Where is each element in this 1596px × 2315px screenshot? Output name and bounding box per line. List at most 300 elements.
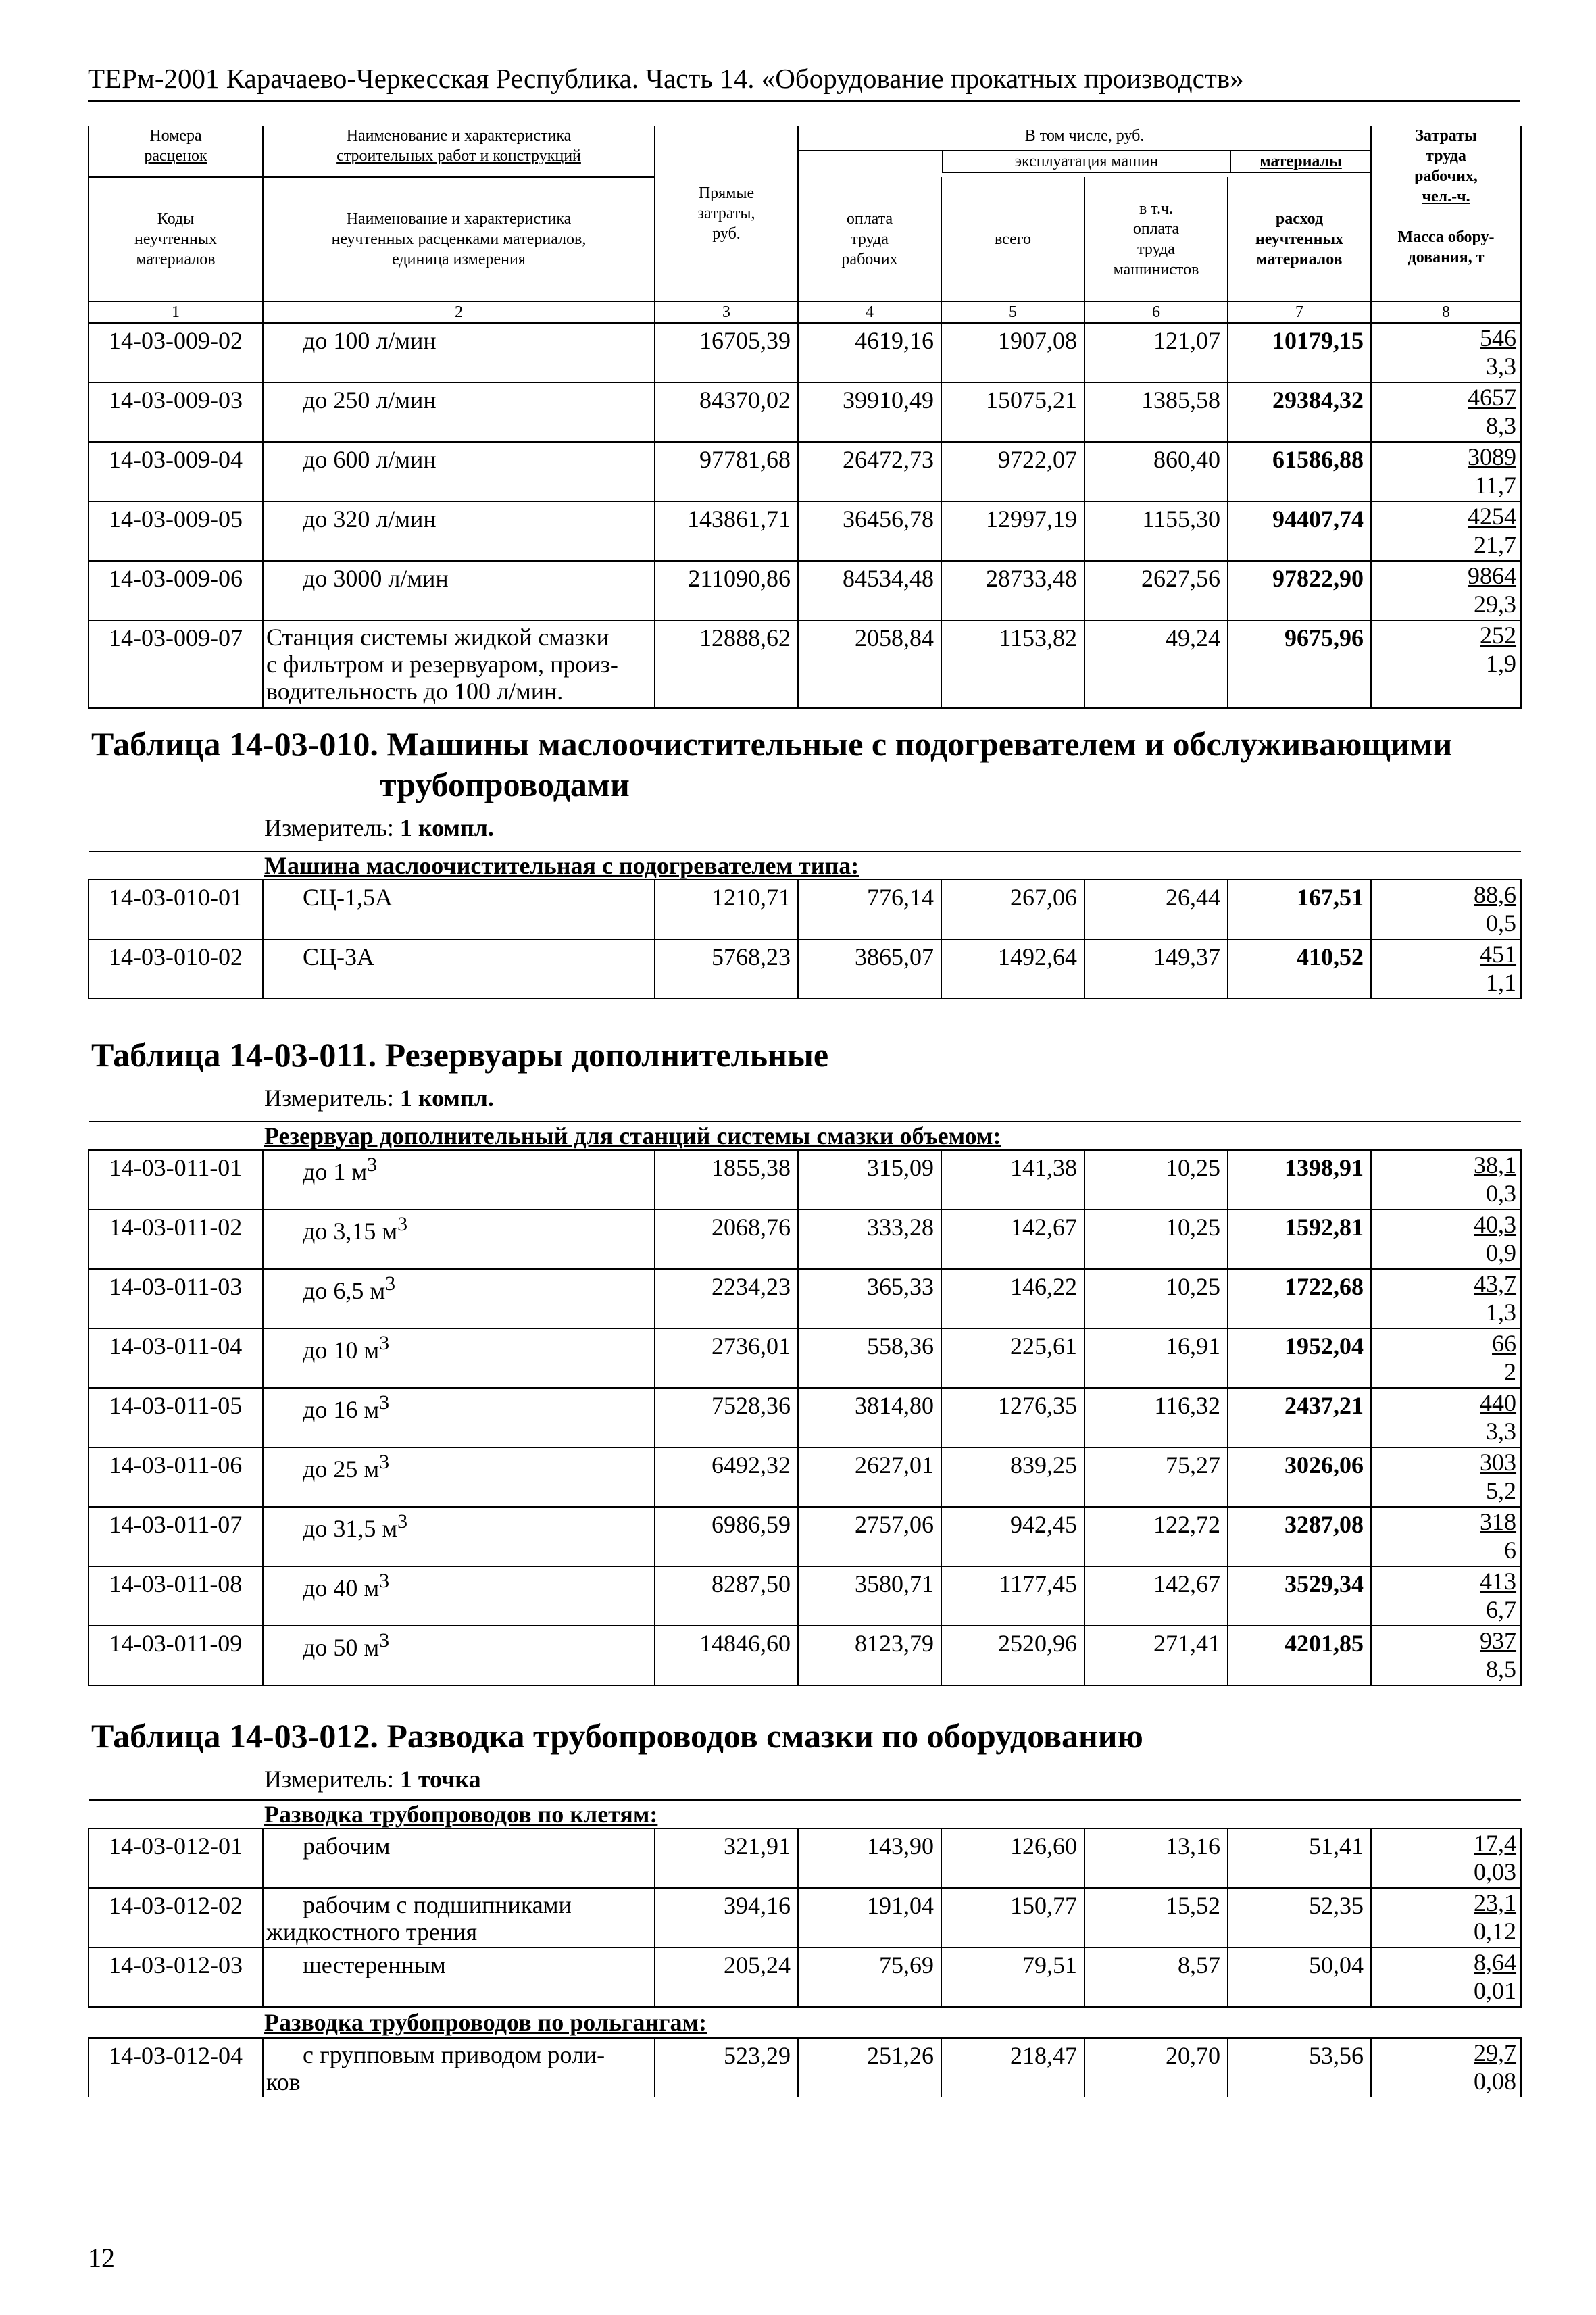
machinists-pay: 75,27 xyxy=(1084,1447,1228,1507)
rate-code: 14-03-009-05 xyxy=(89,501,263,561)
labor-value: 88,6 xyxy=(1474,881,1517,908)
labor-value: 440 xyxy=(1480,1389,1517,1416)
worker-pay: 191,04 xyxy=(798,1888,941,1947)
subsection-text: Разводка трубопроводов по рольгангам: xyxy=(264,2009,707,2036)
labor-mass xyxy=(1371,382,1521,442)
labor-mass xyxy=(1371,2038,1521,2097)
direct-costs: 143861,71 xyxy=(655,501,798,561)
table-row xyxy=(89,1566,1521,1626)
rate-name xyxy=(263,1328,655,1388)
table-row xyxy=(89,1507,1521,1566)
worker-pay: 776,14 xyxy=(798,880,941,939)
col-massa-2: дования, т xyxy=(1407,249,1485,266)
subsection-title xyxy=(89,2007,1521,2038)
col-vsego: всего xyxy=(941,177,1084,301)
rate-name xyxy=(263,1269,655,1328)
machinists-pay: 860,40 xyxy=(1084,442,1228,501)
measure-label: Измеритель: xyxy=(264,1766,394,1793)
machinists-pay: 13,16 xyxy=(1084,1828,1228,1888)
machines-total: 839,25 xyxy=(941,1447,1084,1507)
col-oplata-3: рабочих xyxy=(841,250,898,268)
direct-costs: 7528,36 xyxy=(655,1388,798,1447)
col-vtch-1: в т.ч. xyxy=(1139,199,1174,218)
col-kody-2: неучтенных xyxy=(134,230,217,248)
worker-pay: 39910,49 xyxy=(798,382,941,442)
rate-name xyxy=(263,1447,655,1507)
table-row xyxy=(89,501,1521,561)
labor-mass xyxy=(1371,1328,1521,1388)
worker-pay: 315,09 xyxy=(798,1150,941,1210)
col-num: 7 xyxy=(1228,301,1371,323)
col-kody-3: материалов xyxy=(136,251,216,268)
direct-costs: 6492,32 xyxy=(655,1447,798,1507)
machines-total: 146,22 xyxy=(941,1269,1084,1328)
measure-label: Измеритель: xyxy=(264,1085,394,1112)
mass-value: 6,7 xyxy=(1486,1596,1517,1623)
rate-name: до 600 л/мин xyxy=(263,442,655,501)
rate-name xyxy=(263,2038,655,2097)
labor-mass xyxy=(1371,1269,1521,1328)
col-zatraty-4: чел.-ч. xyxy=(1422,188,1470,205)
rate-name-text: до 16 м xyxy=(303,1396,380,1423)
labor-mass xyxy=(1371,1626,1521,1685)
measure-unit xyxy=(89,1756,1521,1800)
mass-value: 0,3 xyxy=(1486,1180,1517,1207)
mass-value: 0,08 xyxy=(1474,2068,1517,2095)
col-nomera-bottom: расценок xyxy=(144,147,207,165)
labor-mass xyxy=(1371,561,1521,620)
machinists-pay: 1385,58 xyxy=(1084,382,1228,442)
materials: 29384,32 xyxy=(1228,382,1371,442)
col-v-tom: В том числе, руб. xyxy=(799,126,1370,151)
rate-name-line: рабочим с подшипниками xyxy=(303,1891,572,1918)
subsection-text: Машина маслоочистительная с подогревателем типа: xyxy=(264,852,859,879)
col-pryamye xyxy=(655,126,798,301)
materials: 51,41 xyxy=(1228,1828,1371,1888)
labor-mass xyxy=(1371,880,1521,939)
labor-mass xyxy=(1371,620,1521,708)
table-row xyxy=(89,1388,1521,1447)
col-naim-top2: строительных работ и конструкций xyxy=(336,147,581,165)
col-num: 8 xyxy=(1371,301,1521,323)
labor-value: 252 xyxy=(1480,622,1517,649)
labor-value: 413 xyxy=(1480,1568,1517,1595)
labor-value: 4254 xyxy=(1468,503,1517,530)
materials: 1398,91 xyxy=(1228,1150,1371,1210)
col-num: 2 xyxy=(263,301,655,323)
superscript-3: 3 xyxy=(367,1153,378,1176)
table-row xyxy=(89,442,1521,501)
col-vtch-4: машинистов xyxy=(1113,260,1199,278)
rate-code: 14-03-011-03 xyxy=(89,1269,263,1328)
labor-mass xyxy=(1371,1447,1521,1507)
col-pryamye-3: руб. xyxy=(712,224,741,243)
labor-mass xyxy=(1371,1947,1521,2007)
measure-label: Измеритель: xyxy=(264,814,394,841)
col-nomera-top: Номера xyxy=(149,127,202,145)
mass-value: 8,3 xyxy=(1486,412,1517,439)
rate-code: 14-03-011-05 xyxy=(89,1388,263,1447)
machines-total: 1907,08 xyxy=(941,323,1084,382)
labor-mass xyxy=(1371,939,1521,999)
rate-name-text: до 3,15 м xyxy=(303,1218,398,1245)
col-zatraty-1: Затраты xyxy=(1415,127,1477,145)
worker-pay: 3814,80 xyxy=(798,1388,941,1447)
materials: 97822,90 xyxy=(1228,561,1371,620)
col-oplata xyxy=(798,177,941,301)
labor-value: 66 xyxy=(1492,1330,1517,1357)
table-row xyxy=(89,1947,1521,2007)
materials: 94407,74 xyxy=(1228,501,1371,561)
table-row xyxy=(89,382,1521,442)
direct-costs: 97781,68 xyxy=(655,442,798,501)
direct-costs: 211090,86 xyxy=(655,561,798,620)
page-header: ТЕРм-2001 Карачаево-Черкесская Республика. Часть 14. «Оборудование прокатных производств» xyxy=(88,63,1244,94)
col-vtch-2: оплата xyxy=(1132,220,1180,238)
table-row xyxy=(89,2038,1521,2097)
rate-name-text: до 50 м xyxy=(303,1634,380,1661)
labor-mass xyxy=(1371,323,1521,382)
machinists-pay: 116,32 xyxy=(1084,1388,1228,1447)
materials: 1722,68 xyxy=(1228,1269,1371,1328)
mass-value: 3,3 xyxy=(1486,353,1517,380)
rate-code: 14-03-012-04 xyxy=(89,2038,263,2097)
mass-value: 0,12 xyxy=(1474,1918,1517,1945)
materials: 1952,04 xyxy=(1228,1328,1371,1388)
rate-code: 14-03-012-01 xyxy=(89,1828,263,1888)
machinists-pay: 20,70 xyxy=(1084,2038,1228,2097)
rate-name: СЦ-1,5А xyxy=(263,880,655,939)
col-num: 6 xyxy=(1084,301,1228,323)
labor-mass xyxy=(1371,1888,1521,1947)
machines-total: 9722,07 xyxy=(941,442,1084,501)
worker-pay: 2058,84 xyxy=(798,620,941,708)
rate-name-line: жидкостного трения xyxy=(266,1918,478,1945)
labor-mass xyxy=(1371,501,1521,561)
materials: 4201,85 xyxy=(1228,1626,1371,1685)
table-title-line: Таблица 14-03-010. Машины маслоочистительные с подогревателем и обслуживающими xyxy=(91,725,1453,763)
labor-value: 23,1 xyxy=(1474,1889,1517,1916)
rate-name: СЦ-3А xyxy=(263,939,655,999)
machinists-pay: 121,07 xyxy=(1084,323,1228,382)
col-massa-1: Масса обору- xyxy=(1397,228,1495,246)
rate-code: 14-03-009-03 xyxy=(89,382,263,442)
rate-code: 14-03-012-03 xyxy=(89,1947,263,2007)
rate-code: 14-03-011-09 xyxy=(89,1626,263,1685)
col-naim-b2: неучтенных расценками материалов, xyxy=(331,230,587,248)
mass-value: 21,7 xyxy=(1474,531,1517,558)
rates-table xyxy=(88,126,1522,2097)
machines-total: 12997,19 xyxy=(941,501,1084,561)
direct-costs: 14846,60 xyxy=(655,1626,798,1685)
direct-costs: 84370,02 xyxy=(655,382,798,442)
rate-name: до 100 л/мин xyxy=(263,323,655,382)
worker-pay: 4619,16 xyxy=(798,323,941,382)
col-naim xyxy=(263,126,655,177)
subsection-title xyxy=(89,851,1521,880)
worker-pay: 365,33 xyxy=(798,1269,941,1328)
measure-unit xyxy=(89,805,1521,851)
rate-code: 14-03-012-02 xyxy=(89,1888,263,1947)
machinists-pay: 49,24 xyxy=(1084,620,1228,708)
table-row xyxy=(89,1210,1521,1269)
col-materialy: материалы xyxy=(1231,151,1370,173)
subsection-title xyxy=(89,1122,1521,1150)
col-nomera xyxy=(89,126,263,177)
rate-name: до 320 л/мин xyxy=(263,501,655,561)
machines-total: 1492,64 xyxy=(941,939,1084,999)
direct-costs: 321,91 xyxy=(655,1828,798,1888)
mass-value: 3,3 xyxy=(1486,1418,1517,1445)
rate-name-text: до 31,5 м xyxy=(303,1515,398,1542)
materials: 53,56 xyxy=(1228,2038,1371,2097)
superscript-3: 3 xyxy=(379,1391,390,1414)
machines-total: 79,51 xyxy=(941,1947,1084,2007)
direct-costs: 5768,23 xyxy=(655,939,798,999)
rate-code: 14-03-011-08 xyxy=(89,1566,263,1626)
rate-code: 14-03-011-06 xyxy=(89,1447,263,1507)
machines-total: 942,45 xyxy=(941,1507,1084,1566)
labor-mass xyxy=(1371,1150,1521,1210)
rate-name-line: с групповым приводом роли- xyxy=(303,2041,605,2068)
table-row xyxy=(89,1626,1521,1685)
mass-value: 6 xyxy=(1504,1537,1517,1564)
rate-name xyxy=(263,1888,655,1947)
rate-name xyxy=(263,1566,655,1626)
machinists-pay: 1155,30 xyxy=(1084,501,1228,561)
materials: 2437,21 xyxy=(1228,1388,1371,1447)
rate-code: 14-03-011-07 xyxy=(89,1507,263,1566)
labor-value: 43,7 xyxy=(1474,1270,1517,1297)
machines-total: 218,47 xyxy=(941,2038,1084,2097)
direct-costs: 12888,62 xyxy=(655,620,798,708)
col-vtch xyxy=(1084,177,1228,301)
table-row xyxy=(89,561,1521,620)
labor-value: 17,4 xyxy=(1474,1830,1517,1857)
mass-value: 0,01 xyxy=(1474,1977,1517,2004)
labor-mass xyxy=(1371,1388,1521,1447)
rate-code: 14-03-009-02 xyxy=(89,323,263,382)
machines-total: 28733,48 xyxy=(941,561,1084,620)
rate-name xyxy=(263,1626,655,1685)
rate-name-text: до 25 м xyxy=(303,1455,380,1483)
materials: 3026,06 xyxy=(1228,1447,1371,1507)
labor-mass xyxy=(1371,1566,1521,1626)
labor-value: 451 xyxy=(1480,941,1517,968)
mass-value: 0,5 xyxy=(1486,910,1517,937)
direct-costs: 8287,50 xyxy=(655,1566,798,1626)
table-row xyxy=(89,323,1521,382)
rate-name: рабочим xyxy=(263,1828,655,1888)
col-oplata-2: труда xyxy=(851,230,889,248)
rate-name: шестеренным xyxy=(263,1947,655,2007)
measure-unit xyxy=(89,1075,1521,1122)
machines-total: 267,06 xyxy=(941,880,1084,939)
direct-costs: 16705,39 xyxy=(655,323,798,382)
table-row xyxy=(89,1888,1521,1947)
materials: 50,04 xyxy=(1228,1947,1371,2007)
mass-value: 0,03 xyxy=(1474,1858,1517,1885)
rate-code: 14-03-009-06 xyxy=(89,561,263,620)
direct-costs: 205,24 xyxy=(655,1947,798,2007)
labor-value: 3089 xyxy=(1468,443,1517,470)
table-row xyxy=(89,1150,1521,1210)
materials: 167,51 xyxy=(1228,880,1371,939)
labor-value: 303 xyxy=(1480,1449,1517,1476)
materials: 3529,34 xyxy=(1228,1566,1371,1626)
worker-pay: 3865,07 xyxy=(798,939,941,999)
labor-value: 937 xyxy=(1480,1627,1517,1654)
table-row xyxy=(89,1828,1521,1888)
worker-pay: 143,90 xyxy=(798,1828,941,1888)
labor-value: 8,64 xyxy=(1474,1949,1517,1976)
col-num: 4 xyxy=(798,301,941,323)
rate-name-line: Станция системы жидкой смазки xyxy=(266,624,609,651)
worker-pay: 36456,78 xyxy=(798,501,941,561)
rate-code: 14-03-009-07 xyxy=(89,620,263,708)
machines-total: 2520,96 xyxy=(941,1626,1084,1685)
col-zatraty-2: труда xyxy=(1426,147,1466,165)
machinists-pay: 8,57 xyxy=(1084,1947,1228,2007)
rate-name: до 3000 л/мин xyxy=(263,561,655,620)
rate-name: до 250 л/мин xyxy=(263,382,655,442)
measure-value: 1 компл. xyxy=(399,1085,494,1112)
direct-costs: 523,29 xyxy=(655,2038,798,2097)
superscript-3: 3 xyxy=(385,1272,396,1295)
labor-value: 9864 xyxy=(1468,562,1517,589)
col-naim-b1: Наименование и характеристика xyxy=(346,210,572,228)
mass-value: 2 xyxy=(1504,1358,1517,1385)
rate-name-line: ков xyxy=(266,2068,301,2095)
superscript-3: 3 xyxy=(379,1629,390,1651)
machines-total: 142,67 xyxy=(941,1210,1084,1269)
worker-pay: 558,36 xyxy=(798,1328,941,1388)
subsection-title xyxy=(89,1800,1521,1828)
worker-pay: 333,28 xyxy=(798,1210,941,1269)
measure-value: 1 компл. xyxy=(399,814,494,841)
rate-name xyxy=(263,1150,655,1210)
worker-pay: 26472,73 xyxy=(798,442,941,501)
machinists-pay: 2627,56 xyxy=(1084,561,1228,620)
table-title: Таблица 14-03-012. Разводка трубопроводов смазки по оборудованию xyxy=(89,1685,1521,1756)
table-row xyxy=(89,880,1521,939)
mass-value: 1,3 xyxy=(1486,1299,1517,1326)
rate-code: 14-03-010-02 xyxy=(89,939,263,999)
rate-code: 14-03-009-04 xyxy=(89,442,263,501)
rate-name-text: до 1 м xyxy=(303,1158,368,1185)
col-oplata-1: оплата xyxy=(846,209,893,228)
materials: 1592,81 xyxy=(1228,1210,1371,1269)
labor-mass xyxy=(1371,442,1521,501)
col-rashod-1: расход xyxy=(1275,209,1324,228)
mass-value: 29,3 xyxy=(1474,591,1517,618)
machinists-pay: 122,72 xyxy=(1084,1507,1228,1566)
table-row xyxy=(89,620,1521,708)
col-rashod-2: неучтенных xyxy=(1255,230,1344,248)
labor-value: 4657 xyxy=(1468,384,1517,411)
rate-name xyxy=(263,1507,655,1566)
machinists-pay: 26,44 xyxy=(1084,880,1228,939)
subsection-text: Разводка трубопроводов по клетям: xyxy=(264,1801,658,1828)
table-title: Таблица 14-03-011. Резервуары дополнительные xyxy=(89,999,1521,1075)
col-zatraty xyxy=(1371,126,1521,301)
machinists-pay: 10,25 xyxy=(1084,1210,1228,1269)
mass-value: 11,7 xyxy=(1474,472,1517,499)
labor-value: 40,3 xyxy=(1474,1211,1517,1238)
machinists-pay: 142,67 xyxy=(1084,1566,1228,1626)
col-num: 5 xyxy=(941,301,1084,323)
labor-value: 546 xyxy=(1480,324,1517,351)
worker-pay: 2757,06 xyxy=(798,1507,941,1566)
machinists-pay: 16,91 xyxy=(1084,1328,1228,1388)
col-zatraty-3: рабочих, xyxy=(1414,168,1478,185)
direct-costs: 1210,71 xyxy=(655,880,798,939)
subsection-text: Резервуар дополнительный для станций системы смазки объемом: xyxy=(264,1122,1001,1149)
col-rashod-3: материалов xyxy=(1256,250,1343,268)
labor-value: 38,1 xyxy=(1474,1151,1517,1178)
machinists-pay: 15,52 xyxy=(1084,1888,1228,1947)
col-pryamye-1: Прямые xyxy=(698,184,755,202)
rate-code: 14-03-011-04 xyxy=(89,1328,263,1388)
rate-name-text: до 6,5 м xyxy=(303,1277,386,1304)
rate-name xyxy=(263,1388,655,1447)
table-row xyxy=(89,939,1521,999)
materials: 52,35 xyxy=(1228,1888,1371,1947)
machines-total: 225,61 xyxy=(941,1328,1084,1388)
col-naim-b3: единица измерения xyxy=(392,251,526,268)
col-pryamye-2: затраты, xyxy=(697,204,755,222)
machines-total: 1153,82 xyxy=(941,620,1084,708)
col-kody xyxy=(89,177,263,301)
header-rule xyxy=(88,100,1520,102)
mass-value: 5,2 xyxy=(1486,1477,1517,1504)
machines-total: 15075,21 xyxy=(941,382,1084,442)
machines-total: 126,60 xyxy=(941,1828,1084,1888)
col-ekspl: эксплуатация машин xyxy=(943,151,1231,173)
machines-total: 141,38 xyxy=(941,1150,1084,1210)
machinists-pay: 10,25 xyxy=(1084,1269,1228,1328)
worker-pay: 3580,71 xyxy=(798,1566,941,1626)
worker-pay: 75,69 xyxy=(798,1947,941,2007)
col-num: 3 xyxy=(655,301,798,323)
machines-total: 1177,45 xyxy=(941,1566,1084,1626)
worker-pay: 251,26 xyxy=(798,2038,941,2097)
worker-pay: 2627,01 xyxy=(798,1447,941,1507)
materials: 10179,15 xyxy=(1228,323,1371,382)
machines-total: 1276,35 xyxy=(941,1388,1084,1447)
col-vtch-3: труда xyxy=(1137,240,1175,258)
rate-code: 14-03-010-01 xyxy=(89,880,263,939)
labor-value: 318 xyxy=(1480,1508,1517,1535)
rate-name-text: до 10 м xyxy=(303,1337,380,1364)
mass-value: 0,9 xyxy=(1486,1239,1517,1266)
rate-name-line: с фильтром и резервуаром, произ- xyxy=(266,651,618,678)
col-num: 1 xyxy=(89,301,263,323)
page-number: 12 xyxy=(88,2243,115,2273)
table-title-line: трубопроводами xyxy=(380,766,630,803)
rate-code: 14-03-011-02 xyxy=(89,1210,263,1269)
materials: 9675,96 xyxy=(1228,620,1371,708)
materials: 410,52 xyxy=(1228,939,1371,999)
labor-mass xyxy=(1371,1210,1521,1269)
rate-code: 14-03-011-01 xyxy=(89,1150,263,1210)
superscript-3: 3 xyxy=(397,1510,408,1533)
materials: 61586,88 xyxy=(1228,442,1371,501)
machinists-pay: 149,37 xyxy=(1084,939,1228,999)
measure-value: 1 точка xyxy=(399,1766,481,1793)
superscript-3: 3 xyxy=(379,1570,390,1592)
direct-costs: 6986,59 xyxy=(655,1507,798,1566)
